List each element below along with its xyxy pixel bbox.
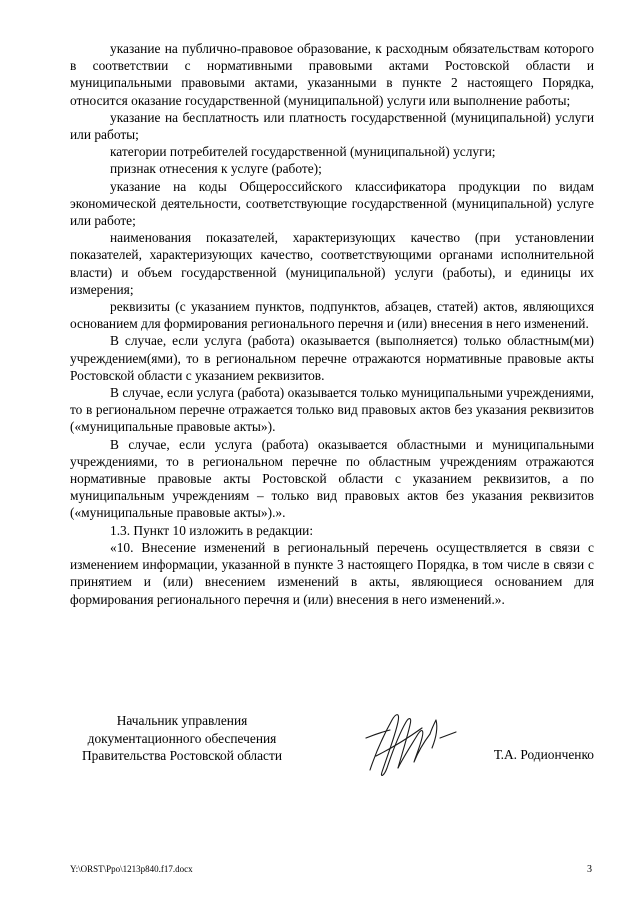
paragraph: указание на бесплатность или платность государственной (муниципальной) услуги или работы; <box>70 109 594 143</box>
signature-block <box>62 712 594 782</box>
paragraph: признак отнесения к услуге (работе); <box>110 161 322 177</box>
paragraph: указание на публично-правовое образование, к расходным обязательствам которого в соответствии с нормативными правовыми актами Ростовской области и муниципальными правовыми актами, указанными в пункте 2 настоящего Порядка, относится оказание государственной (муниципальной) услуги или выполнение работы; <box>70 41 594 108</box>
paragraph: В случае, если услуга (работа) оказывается областными и муниципальными учреждениями, то в региональном перечне по областным учреждениям отражаются нормативные правовые акты Ростовской области с указанием реквизитов, а по муниципальным учреждениям – только вид правовых актов без указания реквизитов («муниципальные правовые акты»).». <box>70 436 594 521</box>
signatory-name: Т.А. Родионченко <box>493 747 594 762</box>
paragraph: «10. Внесение изменений в региональный перечень осуществляется в связи с изменением информации, указанной в пункте 3 настоящего Порядка, в том числе в связи с принятием и (или) внесением изменений в акты, являющиеся основанием для формирования регионального перечня и (или) внесения в него изменений.». <box>70 539 594 607</box>
paragraph: В случае, если услуга (работа) оказывается только муниципальными учреждениями, то в региональном перечне отражается только вид правовых актов без указания реквизитов («муниципальные правовые акты»). <box>70 385 594 435</box>
signatory-title-line: Правительства Ростовской области <box>81 748 283 764</box>
signatory-title-line: документационного обеспечения <box>87 730 277 746</box>
paragraph: 1.3. Пункт 10 изложить в редакции: <box>110 522 314 538</box>
paragraph: В случае, если услуга (работа) оказывается (выполняется) только областным(ми) учреждением(ями), то в региональном перечне отражаются нормативные правовые акты Ростовской области с указанием реквизитов. <box>70 333 594 383</box>
signatory-title-line: Начальник управления <box>116 713 248 728</box>
signatory-title <box>62 712 302 765</box>
paragraph: наименования показателей, характеризующих качество (при установлении показателей, характеризующих качество, соответствующими органами исполнительной власти) и объем государственной (муниципальной) услуги (работы), и единицы их измерения; <box>70 230 594 297</box>
paragraph: реквизиты (с указанием пунктов, подпунктов, абзацев, статей) актов, являющихся основанием для формирования регионального перечня и (или) внесения в него изменений. <box>70 299 594 332</box>
page-number: 3 <box>587 864 592 875</box>
footer-file-path: Y:\ORST\Ppo\1213p840.f17.docx <box>70 864 193 874</box>
paragraph: категории потребителей государственной (муниципальной) услуги; <box>110 144 496 160</box>
paragraph: указание на коды Общероссийского классификатора продукции по видам экономической деятельности, соответствующие государственной (муниципальной) услуге или работе; <box>70 178 594 229</box>
handwritten-signature <box>352 698 462 788</box>
document-body <box>70 40 594 608</box>
